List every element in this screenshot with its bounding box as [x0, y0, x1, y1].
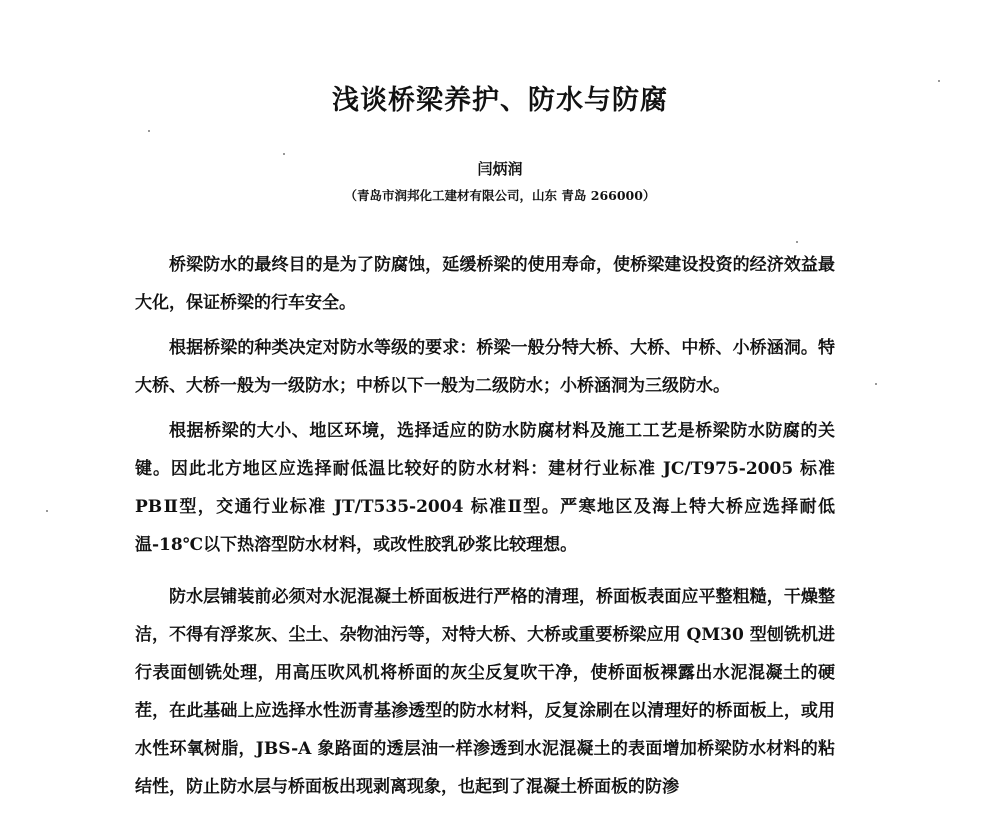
paragraph: 桥梁防水的最终目的是为了防腐蚀，延缓桥梁的使用寿命，使桥梁建设投资的经济效益最大化，保证桥梁的行车安全。	[135, 255, 835, 313]
author-affiliation: （青岛市润邦化工建材有限公司，山东 青岛 266000）	[344, 188, 656, 203]
body-text	[135, 246, 835, 813]
paragraph: 根据桥梁的大小、地区环境，选择适应的防水防腐材料及施工工艺是桥梁防水防腐的关键。因此北方地区应选择耐低温比较好的防水材料：建材行业标准 JC/T975-2005 标准 PBⅡ型，交通行业标准 JT/T535-2004 标准Ⅱ型。严寒地区及海上特大桥应选择耐低温-18℃以下热溶型防水材料，或改性胶乳砂浆比较理想。	[135, 421, 835, 555]
scan-speck	[938, 80, 940, 82]
paragraph: 防水层铺装前必须对水泥混凝土桥面板进行严格的清理，桥面板表面应平整粗糙，干燥整洁，不得有浮浆灰、尘土、杂物油污等，对特大桥、大桥或重要桥梁应用 QM30 型刨铣机进行表面刨铣处理，用高压吹风机将桥面的灰尘反复吹干净，使桥面板裸露出水泥混凝土的硬茬，在此基础上应选择水性沥青基渗透型的防水材料，反复涂刷在以清理好的桥面板上，或用水性环氧树脂，JBS-A 象路面的透层油一样渗透到水泥混凝土的表面增加桥梁防水材料的粘结性，防止防水层与桥面板出现剥离现象，也起到了混凝土桥面板的防渗	[135, 587, 835, 797]
scan-speck	[875, 383, 877, 385]
paper-title: 浅谈桥梁养护、防水与防腐	[332, 85, 668, 116]
paragraph: 根据桥梁的种类决定对防水等级的要求：桥梁一般分特大桥、大桥、中桥、小桥涵洞。特大桥、大桥一般为一级防水；中桥以下一般为二级防水；小桥涵洞为三级防水。	[135, 338, 835, 396]
scan-speck	[796, 241, 798, 243]
scan-speck	[283, 153, 285, 155]
author-name: 闫炳润	[477, 160, 523, 178]
scan-speck	[148, 130, 150, 132]
scan-speck	[46, 510, 48, 512]
